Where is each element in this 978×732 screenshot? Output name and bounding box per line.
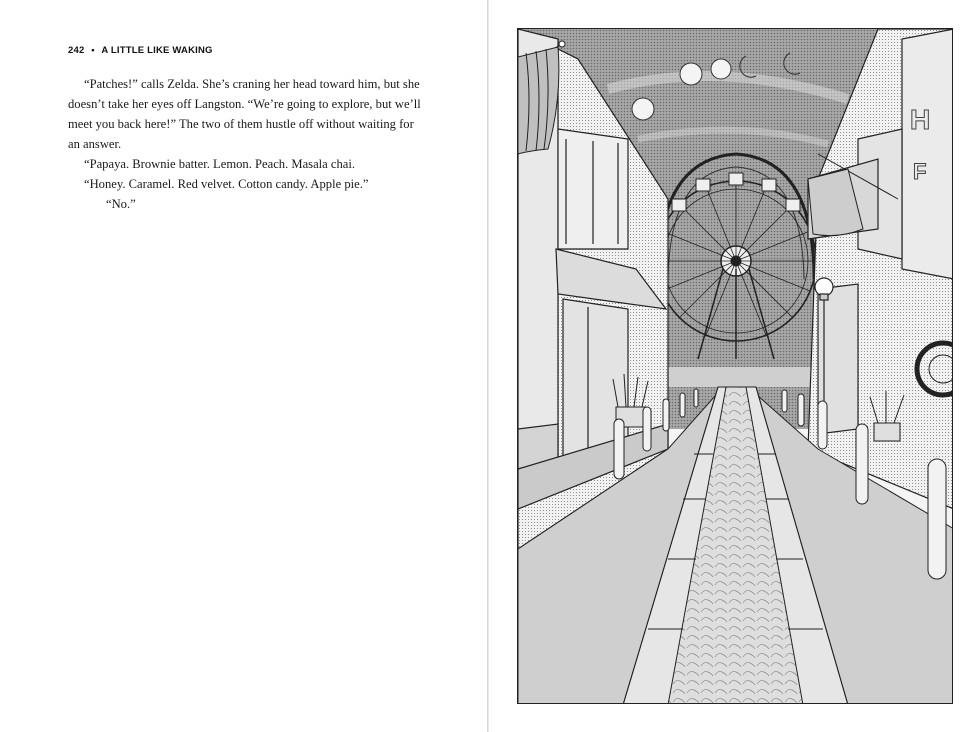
page-number: 242: [68, 45, 85, 56]
moon-icon: [632, 98, 654, 120]
book-title: A LITTLE LIKE WAKING: [101, 45, 213, 56]
paragraph: “No.”: [106, 197, 136, 211]
street-illustration: [517, 28, 953, 704]
header-separator: •: [91, 45, 95, 56]
moon-icon: [711, 59, 731, 79]
paragraph: “Papaya. Brownie batter. Lemon. Peach. Masala chai.: [84, 157, 356, 171]
svg-text:F: F: [913, 159, 927, 184]
right-page: [489, 0, 978, 732]
illustration-drawing: [518, 29, 953, 704]
paragraph: “Patches!” calls Zelda. She’s craning her head toward him, but she doesn’t take her eyes off Langston. “We’re going to explore, but we’ll meet you back here!” The two of them hustle off without waiting for an answer.: [68, 77, 421, 151]
moon-icon: [680, 63, 702, 85]
svg-text:H: H: [910, 104, 931, 135]
paragraph: “Honey. Caramel. Red velvet. Cotton candy. Apple pie.”: [84, 177, 369, 191]
running-head: [68, 45, 213, 56]
body-text: [68, 74, 424, 214]
left-page: [0, 0, 488, 732]
